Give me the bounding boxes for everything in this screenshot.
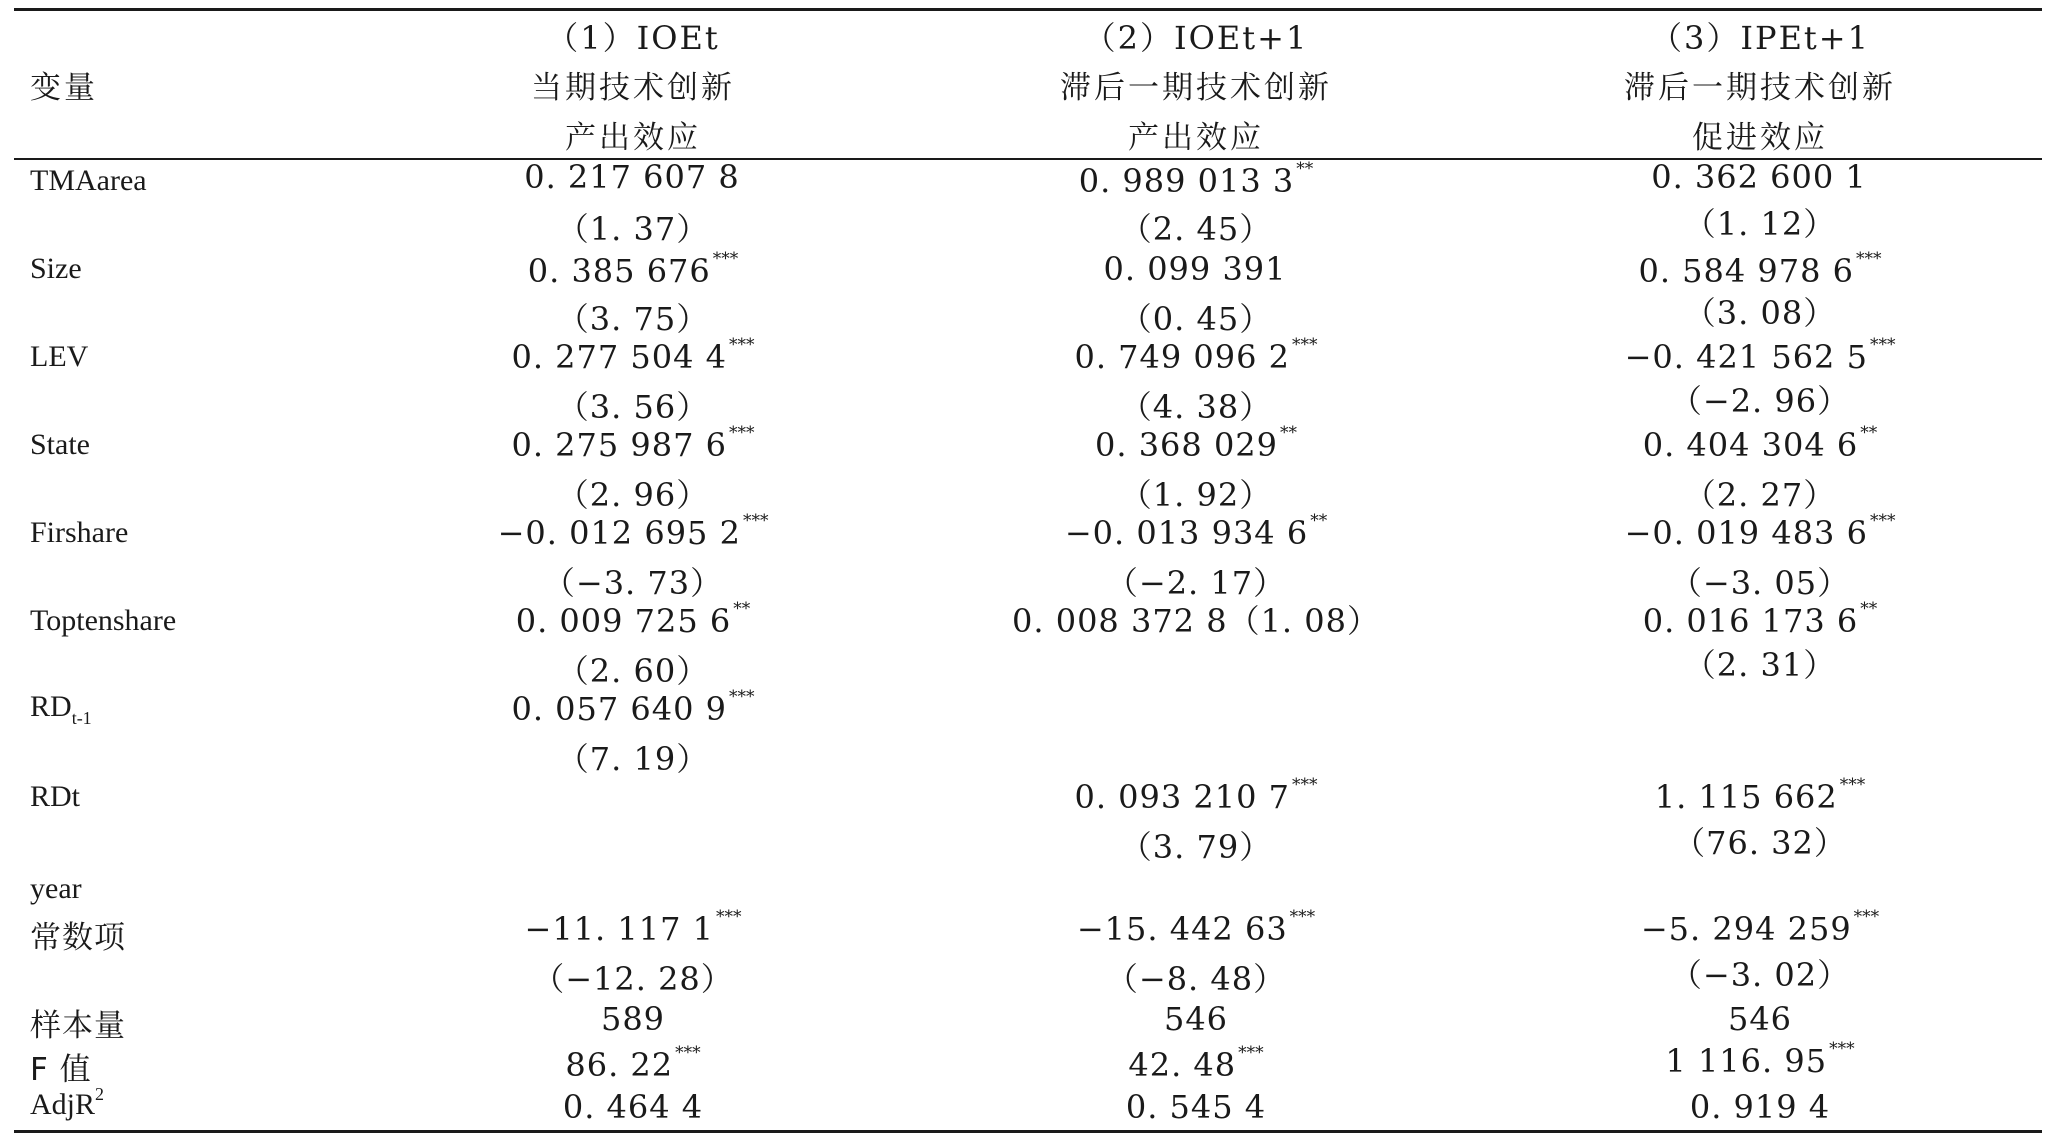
row-label: Firshare [30, 516, 129, 549]
stat-value: 589 [600, 1000, 666, 1038]
tstat-cell: （−3. 05） [1669, 564, 1851, 602]
row-label: State [30, 428, 90, 461]
coef-cell: 0. 385 676 *** [527, 249, 739, 290]
header-variable-label: 变量 [30, 70, 98, 106]
row-label: RDt [30, 780, 81, 813]
coef-cell: 0. 404 304 6 ** [1642, 423, 1878, 464]
tstat-cell: （−12. 28） [532, 960, 734, 998]
stat-value: 42. 48 *** [1128, 1043, 1264, 1084]
coef-cell: −11. 117 1 *** [524, 907, 742, 948]
coef-cell: −0. 421 562 5 *** [1624, 335, 1896, 376]
coef-cell: 0. 016 173 6 ** [1642, 599, 1878, 640]
coef-cell: −0. 019 483 6 *** [1624, 511, 1896, 552]
row-label: year [30, 872, 82, 905]
coef-cell: 0. 989 013 3 ** [1078, 159, 1314, 200]
col2-title-line2: 产出效应 [1128, 120, 1264, 156]
tstat-cell: （0. 45） [1119, 300, 1273, 338]
row-label: $RD_{t-1}$ [30, 690, 92, 728]
coef-cell: 0. 008 372 8（1. 08） [1012, 602, 1380, 640]
stat-value: 546 [1163, 1000, 1229, 1038]
coef-cell: −5. 294 259 *** [1640, 907, 1880, 948]
tstat-cell: （−8. 48） [1105, 960, 1287, 998]
tstat-cell: （1. 12） [1683, 205, 1837, 243]
coef-cell: 0. 277 504 4 *** [511, 335, 755, 376]
row-label: Toptenshare [30, 604, 177, 637]
col2-title-line1: 滞后一期技术创新 [1060, 70, 1332, 106]
coef-cell: 0. 368 029 ** [1094, 423, 1298, 464]
coef-cell: −15. 442 63 *** [1076, 907, 1316, 948]
tstat-cell: （3. 75） [556, 300, 710, 338]
stat-value: 0. 464 4 [562, 1088, 704, 1126]
stat-label-f-value: F 值 [30, 1052, 92, 1088]
tstat-cell: （2. 45） [1119, 210, 1273, 248]
tstat-cell: （2. 96） [556, 476, 710, 514]
col1-title-line2: 产出效应 [565, 120, 701, 156]
tstat-cell: （2. 60） [556, 652, 710, 690]
col2-model: （2）IOEt+1 [1083, 19, 1309, 57]
coef-cell: 0. 093 210 7 *** [1074, 775, 1318, 816]
stat-value: 546 [1727, 1000, 1793, 1038]
row-label: 常数项 [30, 920, 126, 956]
coef-cell: 0. 584 978 6 *** [1638, 249, 1882, 290]
coef-cell: −0. 012 695 2 *** [497, 511, 769, 552]
tstat-cell: （3. 56） [556, 388, 710, 426]
row-label: TMAarea [30, 164, 147, 197]
coef-cell: 0. 749 096 2 *** [1074, 335, 1318, 376]
tstat-cell: （1. 92） [1119, 476, 1273, 514]
stat-value: 0. 919 4 [1689, 1088, 1831, 1126]
coef-cell: 0. 275 987 6 *** [511, 423, 755, 464]
col3-title-line2: 促进效应 [1692, 120, 1828, 156]
stat-value: 0. 545 4 [1125, 1088, 1267, 1126]
tstat-cell: （−3. 73） [542, 564, 724, 602]
coef-cell: 0. 217 607 8 [524, 158, 740, 196]
coef-cell: 1. 115 662 *** [1654, 775, 1866, 816]
bottom-rule [14, 1130, 2042, 1133]
col3-title-line1: 滞后一期技术创新 [1624, 70, 1896, 106]
tstat-cell: （4. 38） [1119, 388, 1273, 426]
col1-title-line1: 当期技术创新 [531, 70, 735, 106]
coef-cell: −0. 013 934 6 ** [1064, 511, 1328, 552]
col3-model: （3）IPEt+1 [1650, 19, 1870, 57]
row-label: LEV [30, 340, 89, 373]
coef-cell: 0. 099 391 [1103, 250, 1287, 288]
tstat-cell: （−2. 96） [1669, 382, 1851, 420]
stat-value: 1 116. 95 *** [1665, 1039, 1855, 1080]
tstat-cell: （7. 19） [556, 740, 710, 778]
stat-label-adj-r2: AdjR$^2$ [30, 1084, 105, 1121]
tstat-cell: （−3. 02） [1669, 956, 1851, 994]
tstat-cell: （2. 27） [1683, 476, 1837, 514]
stat-label-sample-size: 样本量 [30, 1008, 126, 1044]
stat-value: 86. 22 *** [565, 1043, 701, 1084]
coef-cell: 0. 362 600 1 [1651, 158, 1867, 196]
tstat-cell: （−2. 17） [1105, 564, 1287, 602]
tstat-cell: （3. 08） [1683, 294, 1837, 332]
coef-cell: 0. 057 640 9 *** [511, 687, 755, 728]
col1-model: （1）IOEt [546, 19, 720, 57]
coef-cell: 0. 009 725 6 ** [515, 599, 751, 640]
tstat-cell: （1. 37） [556, 210, 710, 248]
tstat-cell: （2. 31） [1683, 646, 1837, 684]
top-rule [14, 8, 2042, 11]
row-label: Size [30, 252, 82, 285]
tstat-cell: （76. 32） [1673, 824, 1847, 862]
tstat-cell: （3. 79） [1119, 828, 1273, 866]
